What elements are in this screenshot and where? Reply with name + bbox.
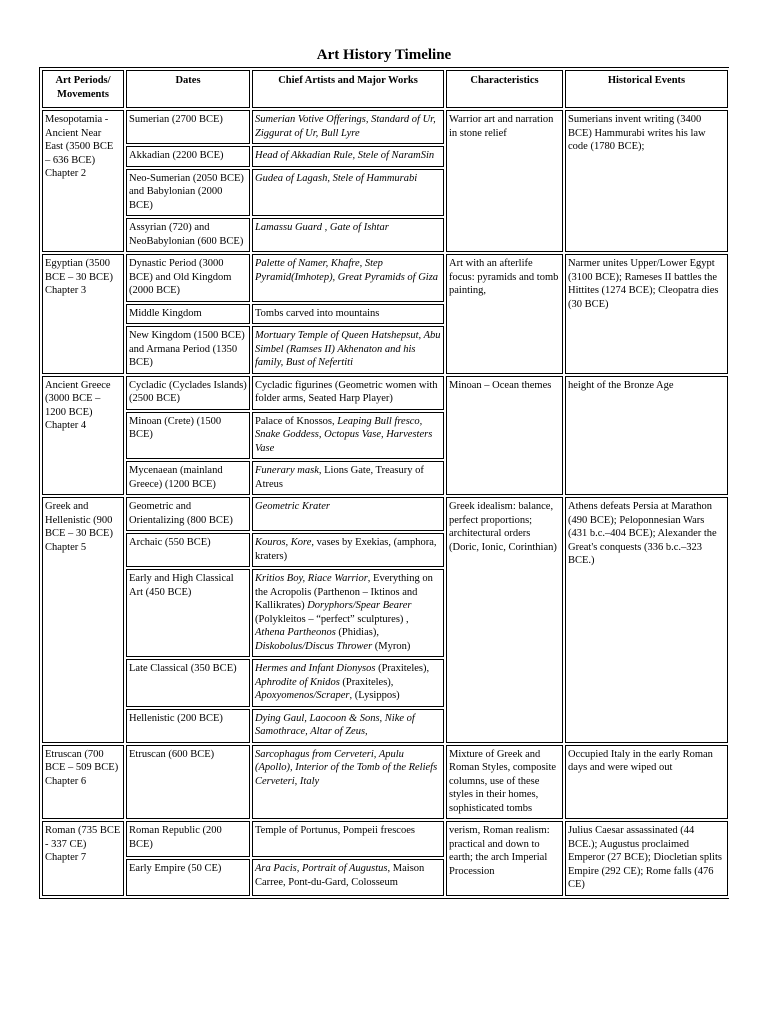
works-cell (252, 412, 444, 460)
events-cell: height of the Bronze Age (565, 376, 728, 496)
work-text: Sarcophagus from Cerveteri, Apulu (Apollo), Interior of the Tomb of the Reliefs Cerveteri, Italy (255, 748, 438, 787)
work-text: Mortuary Temple of Queen Hatshepsut, Abu Simbel (Ramses II) Akhenaton and his family, Bust of Nefertiti (255, 330, 441, 368)
works-cell (252, 304, 444, 325)
date-cell: Cycladic (Cyclades Islands) (2500 BCE) (126, 376, 250, 410)
work-text: Doryphors/Spear Bearer (307, 600, 412, 611)
date-cell: Assyrian (720) and NeoBabylonian (600 BCE) (126, 218, 250, 252)
events-cell: Occupied Italy in the early Roman days and were wiped out (565, 745, 728, 820)
date-cell: Minoan (Crete) (1500 BCE) (126, 412, 250, 460)
date-cell: Middle Kingdom (126, 304, 250, 325)
works-cell (252, 569, 444, 657)
date-cell: Hellenistic (200 BCE) (126, 709, 250, 743)
events-cell: Athens defeats Persia at Marathon (490 BCE); Peloponnesian Wars (431 b.c.–404 BCE); Alexander the Great's conquests (336 b.c.–323 BCE.) (565, 497, 728, 743)
work-text: , vases by Exekias, (amphora, kraters) (255, 537, 437, 562)
page-title: Art History Timeline (316, 47, 452, 63)
work-text: Lamassu Guard , Gate of Ishtar (255, 222, 389, 233)
timeline-table (39, 67, 729, 899)
work-text: Leaping Bull fresco, Snake Goddess, Octopus Vase, Harvesters Vase (255, 415, 433, 454)
work-text: , Maison Carree, Pont-du-Gard, Colosseum (255, 863, 425, 888)
work-text: Cycladic figurines (Geometric women with folder arms, Seated Harp Player) (255, 379, 438, 404)
column-header-dates: Dates (126, 70, 250, 108)
period-cell: Mesopotamia - Ancient Near East (3500 BCE – 636 BCE) Chapter 2 (42, 110, 124, 252)
work-text: Temple of Portunus, Pompeii frescoes (255, 825, 415, 836)
events-cell: Sumerians invent writing (3400 BCE) Hammurabi writes his law code (1780 BCE); (565, 110, 728, 252)
work-text: Funerary mask (255, 465, 319, 476)
work-text: , Lions Gate, Treasury of Atreus (255, 465, 424, 490)
works-cell (252, 110, 444, 144)
date-cell: Roman Republic (200 BCE) (126, 821, 250, 857)
works-cell (252, 659, 444, 707)
work-text: Palace of Knossos, (255, 415, 338, 427)
work-text: , Everything on the Acropolis (Parthenon – Iktinos and Kallikrates) (255, 573, 433, 611)
date-cell: Late Classical (350 BCE) (126, 659, 250, 707)
events-cell: Julius Caesar assassinated (44 BCE.); Augustus proclaimed Emperor (27 BCE); Diocletian splits Empire (292 CE); Rome falls (476 CE) (565, 821, 728, 896)
timeline-body (42, 110, 728, 896)
work-text: Ara Pacis, Portrait of Augustus (255, 863, 388, 875)
header-row (42, 70, 728, 108)
column-header-works: Chief Artists and Major Works (252, 70, 444, 108)
works-cell (252, 461, 444, 495)
period-cell: Greek and Hellenistic (900 BCE – 30 BCE) Chapter 5 (42, 497, 124, 743)
date-cell: Geometric and Orientalizing (800 BCE) (126, 497, 250, 531)
characteristics-cell: Warrior art and narration in stone relief (446, 110, 563, 252)
table-row (42, 745, 728, 820)
column-header-events: Historical Events (565, 70, 728, 108)
events-cell: Narmer unites Upper/Lower Egypt (3100 BCE); Rameses II battles the Hittites (1274 BCE); Cleopatra dies (30 BCE) (565, 254, 728, 374)
work-text: Aphrodite of Knidos (255, 676, 340, 688)
works-cell (252, 254, 444, 302)
work-text: Hermes and Infant Dionysos (255, 663, 376, 674)
characteristics-cell: Mixture of Greek and Roman Styles, composite columns, use of these styles in their homes, sophisticated tombs (446, 745, 563, 820)
works-cell (252, 745, 444, 820)
timeline-sheet (39, 67, 729, 955)
work-text: (Praxiteles), (375, 663, 430, 674)
date-cell: Mycenaean (mainland Greece) (1200 BCE) (126, 461, 250, 495)
works-cell (252, 326, 444, 374)
work-text: (Myron) (372, 640, 411, 652)
work-text: Athena Partheonos (255, 627, 336, 638)
characteristics-cell: Art with an afterlife focus: pyramids and tomb painting, (446, 254, 563, 374)
date-cell: Dynastic Period (3000 BCE) and Old Kingdom (2000 BCE) (126, 254, 250, 302)
date-cell: Neo-Sumerian (2050 BCE) and Babylonian (2000 BCE) (126, 169, 250, 217)
works-cell (252, 821, 444, 857)
works-cell (252, 376, 444, 410)
works-cell (252, 169, 444, 217)
date-cell: Akkadian (2200 BCE) (126, 146, 250, 167)
work-text: , (Lysippos) (349, 690, 400, 701)
work-text: Gudea of Lagash, Stele of Hammurabi (255, 172, 418, 184)
table-row (42, 254, 728, 302)
characteristics-cell: Minoan – Ocean themes (446, 376, 563, 496)
work-text: Palette of Namer, Khafre, Step Pyramid(Imhotep), Great Pyramids of Giza (255, 258, 439, 283)
date-cell: Archaic (550 BCE) (126, 533, 250, 567)
work-text: Head of Akkadian Rule, Stele of NaramSin (255, 150, 435, 161)
table-row (42, 497, 728, 531)
date-cell: Early and High Classical Art (450 BCE) (126, 569, 250, 657)
table-row (42, 376, 728, 410)
work-text: Kritios Boy, Riace Warrior (255, 573, 368, 584)
table-row (42, 821, 728, 857)
period-cell: Roman (735 BCE - 337 CE) Chapter 7 (42, 821, 124, 896)
works-cell (252, 533, 444, 567)
works-cell (252, 709, 444, 743)
work-text: (Polykleitos – “perfect” sculptures) , (255, 613, 409, 625)
work-text: Diskobolus/Discus Thrower (255, 640, 373, 652)
work-text: Geometric Krater (255, 501, 330, 512)
date-cell: New Kingdom (1500 BCE) and Armana Period (1350 BCE) (126, 326, 250, 374)
characteristics-cell: verism, Roman realism: practical and down to earth; the arch Imperial Procession (446, 821, 563, 896)
period-cell: Egyptian (3500 BCE – 30 BCE) Chapter 3 (42, 254, 124, 374)
works-cell (252, 146, 444, 167)
period-cell: Ancient Greece (3000 BCE – 1200 BCE) Chapter 4 (42, 376, 124, 496)
works-cell (252, 218, 444, 252)
table-row (42, 110, 728, 144)
date-cell: Early Empire (50 CE) (126, 859, 250, 895)
date-cell: Etruscan (600 BCE) (126, 745, 250, 820)
work-text: Kouros, Kore (255, 537, 312, 548)
column-header-periods: Art Periods/ Movements (42, 70, 124, 108)
date-cell: Sumerian (2700 BCE) (126, 110, 250, 144)
works-cell (252, 497, 444, 531)
work-text: Dying Gaul, Laocoon & Sons, Nike of Samothrace, Altar of Zeus, (255, 712, 415, 737)
work-text: (Phidias), (335, 627, 379, 638)
works-cell (252, 859, 444, 895)
column-header-characteristics: Characteristics (446, 70, 563, 108)
period-cell: Etruscan (700 BCE – 509 BCE) Chapter 6 (42, 745, 124, 820)
work-text: Sumerian Votive Offerings, Standard of Ur, Ziggurat of Ur, Bull Lyre (255, 114, 436, 139)
work-text: (Praxiteles), (339, 676, 394, 688)
work-text: Apoxyomenos/Scraper (255, 690, 350, 701)
characteristics-cell: Greek idealism: balance, perfect proportions; architectural orders (Doric, Ionic, Corinthian) (446, 497, 563, 743)
work-text: Tombs carved into mountains (255, 307, 380, 319)
